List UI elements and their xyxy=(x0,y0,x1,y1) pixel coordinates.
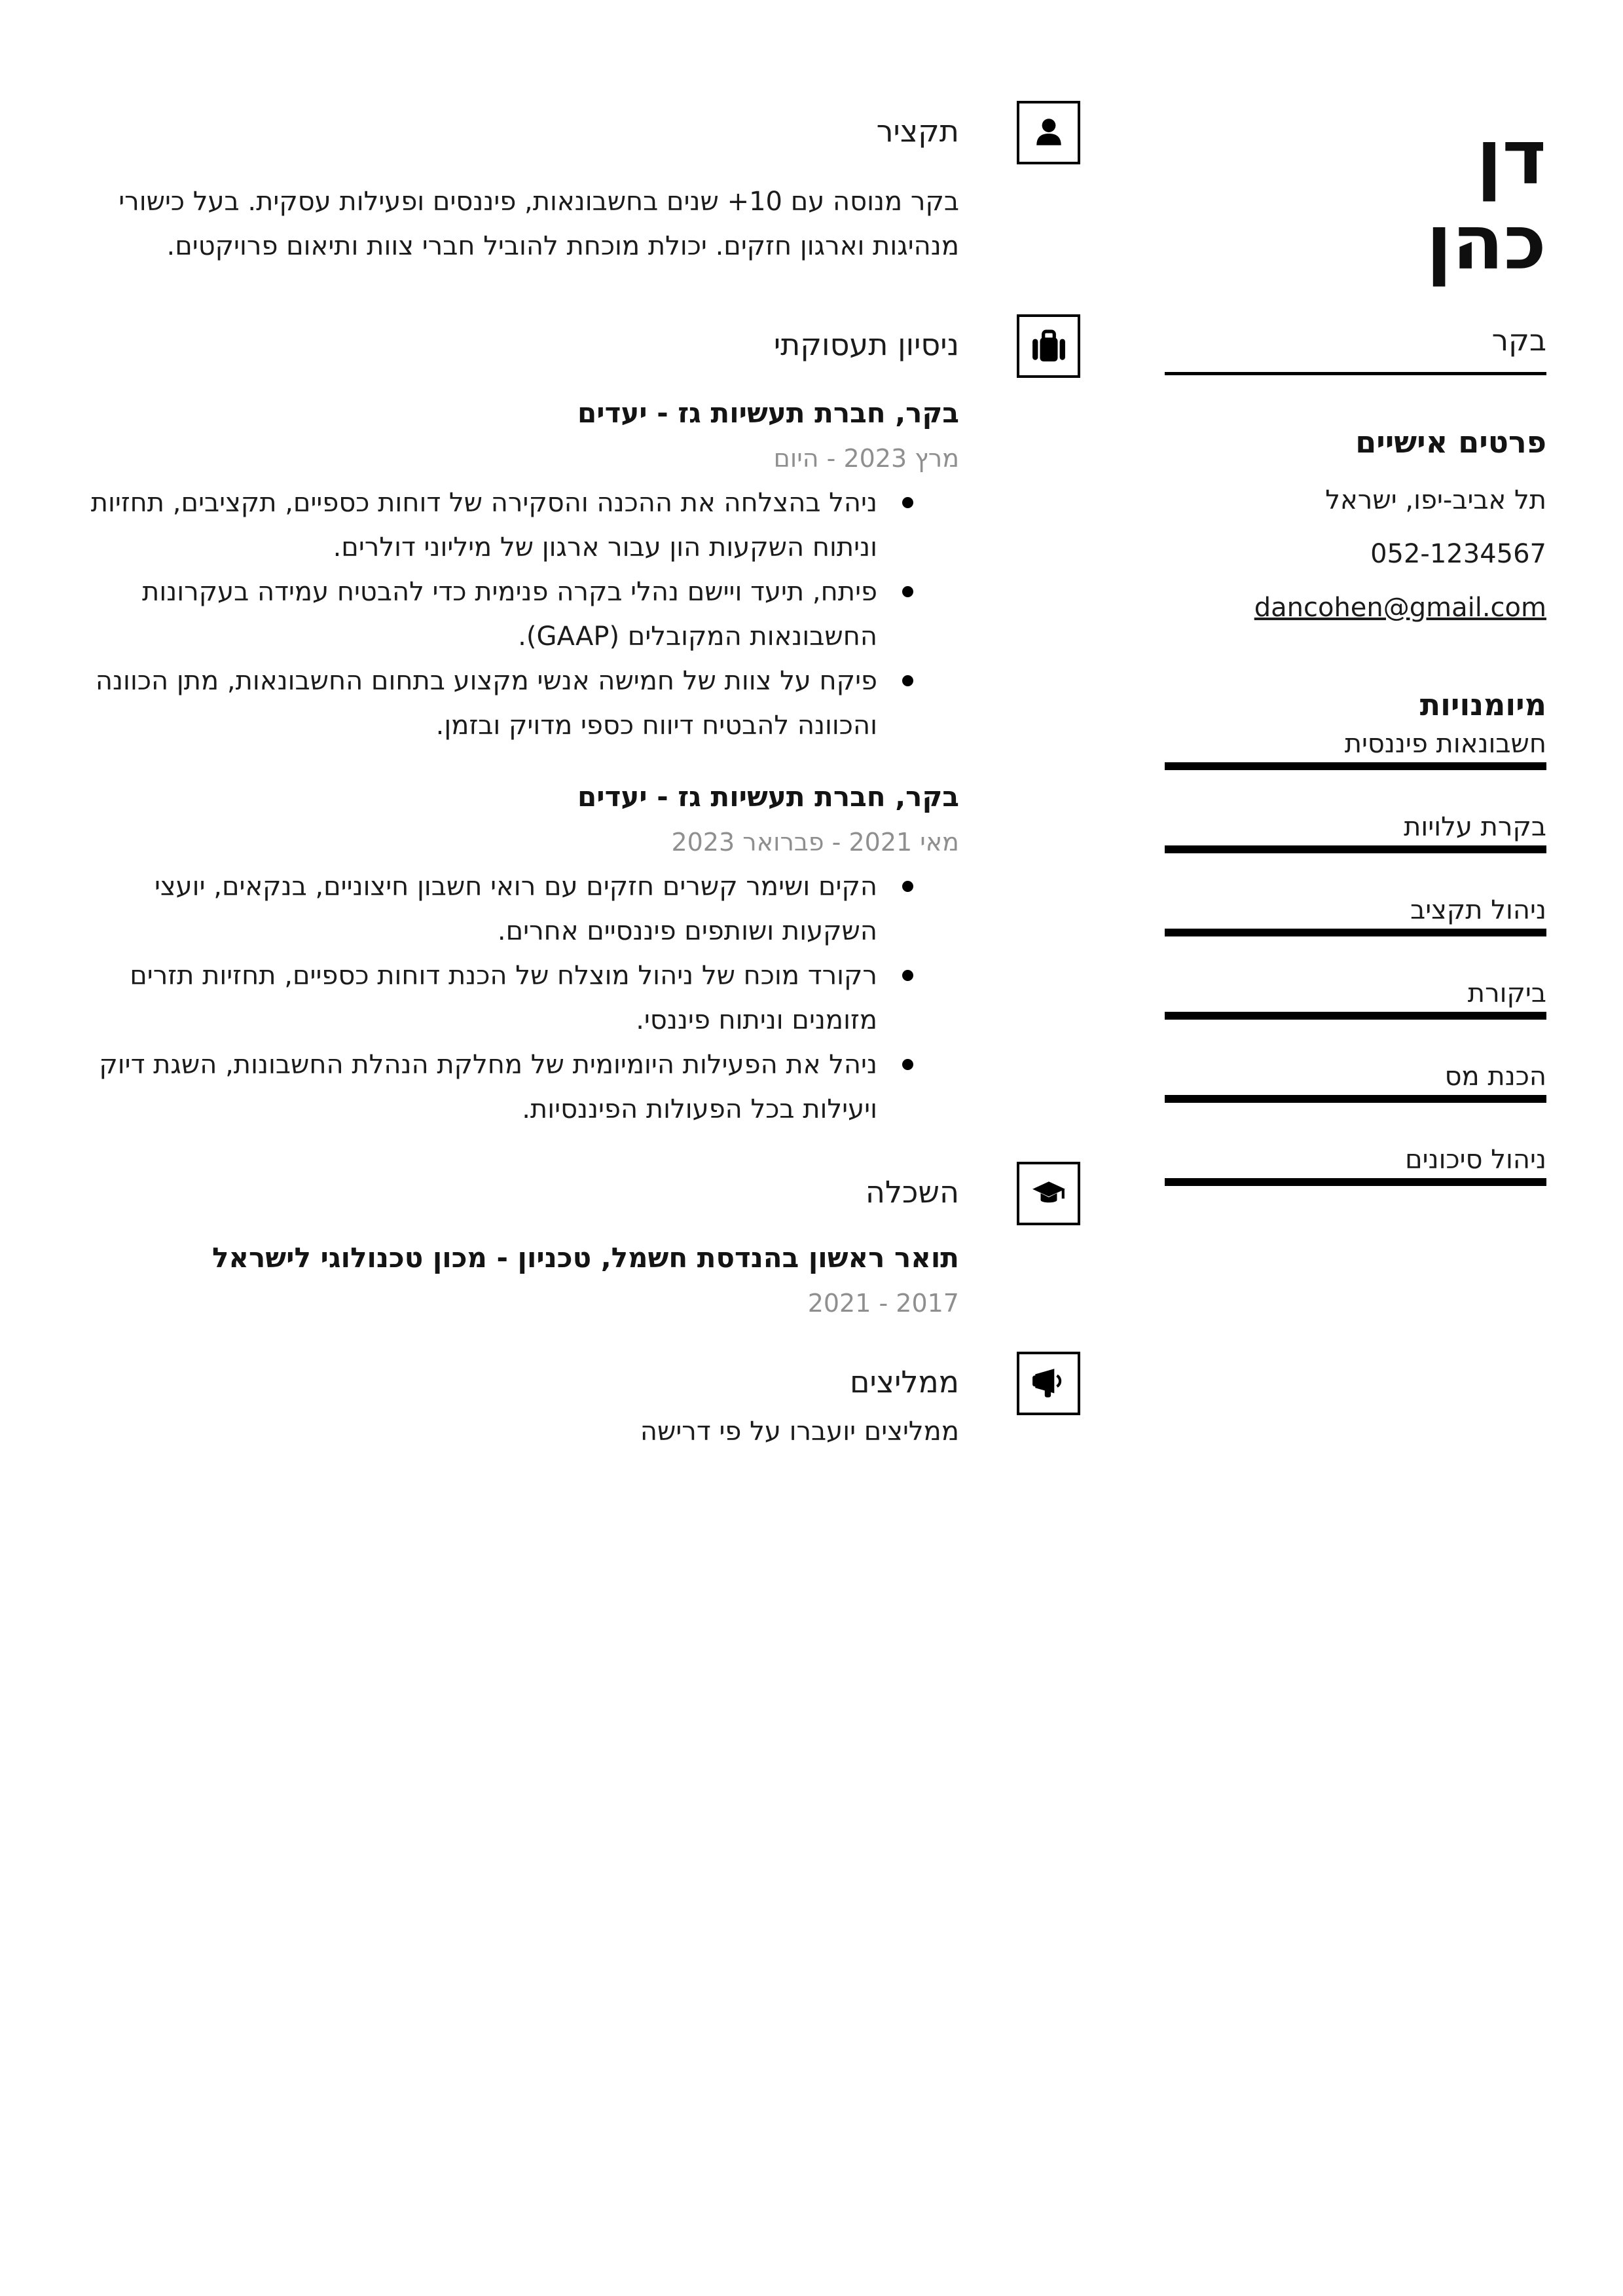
job-bullet-list xyxy=(75,481,959,748)
job-bullet-list xyxy=(75,864,959,1132)
contact-phone: 052-1234567 xyxy=(1370,539,1546,569)
name-line-2: כהן xyxy=(1426,199,1546,287)
skill-level-track xyxy=(1165,1095,1546,1103)
job-dates: מאי 2021 - פברואר 2023 xyxy=(671,828,959,857)
job-bullet: פיקח על צוות של חמישה אנשי מקצוע בתחום החשבונאות, מתן הכוונה והכוונה להבטיח דיווח כספי מדויק ובזמן. xyxy=(75,659,959,748)
references-text: ממליצים יועברו על פי דרישה xyxy=(640,1416,959,1447)
megaphone-icon xyxy=(1031,1366,1067,1401)
sidebar xyxy=(1165,115,1546,1227)
summary-heading: תקציר xyxy=(876,113,959,149)
skills-heading: מיומנויות xyxy=(1419,687,1546,722)
graduation-cap-icon xyxy=(1031,1176,1067,1212)
experience-icon-box xyxy=(1017,314,1080,378)
experience-heading: ניסיון תעסוקתי xyxy=(773,327,959,362)
skill-level-bar xyxy=(1165,845,1546,853)
skill-item xyxy=(1165,1144,1546,1186)
job-entry xyxy=(75,774,959,1132)
skill-level-track xyxy=(1165,845,1546,853)
job-title: בקר, חברת תעשיות גז - יעדים xyxy=(577,397,959,429)
skill-label: חשבונאות פיננסית xyxy=(1344,729,1546,759)
skill-level-bar xyxy=(1165,1178,1546,1186)
summary-icon-box xyxy=(1017,101,1080,164)
skill-level-bar xyxy=(1165,1095,1546,1103)
candidate-name xyxy=(1165,115,1546,286)
contact-email xyxy=(1165,593,1546,623)
education-icon-box xyxy=(1017,1162,1080,1225)
skill-label: ניהול סיכונים xyxy=(1405,1145,1546,1175)
skill-level-track xyxy=(1165,1012,1546,1020)
section-summary xyxy=(75,111,959,268)
skill-level-track xyxy=(1165,762,1546,770)
education-degree: תואר ראשון בהנדסת חשמל, טכניון - מכון טכנולוגי לישראל xyxy=(212,1242,959,1274)
job-entry xyxy=(75,390,959,748)
job-dates: מרץ 2023 - היום xyxy=(773,444,959,473)
skills-list xyxy=(1165,728,1546,1186)
skill-item xyxy=(1165,1061,1546,1103)
education-dates: 2017 - 2021 xyxy=(807,1289,959,1318)
skill-level-track xyxy=(1165,929,1546,936)
skill-label: בקרת עלויות xyxy=(1404,812,1546,842)
sidebar-divider xyxy=(1165,372,1546,375)
skill-level-bar xyxy=(1165,929,1546,936)
references-icon-box xyxy=(1017,1352,1080,1415)
candidate-job-title: בקר xyxy=(1491,323,1546,358)
section-references xyxy=(75,1362,959,1451)
skill-item xyxy=(1165,811,1546,853)
person-icon xyxy=(1031,115,1067,151)
job-title: בקר, חברת תעשיות גז - יעדים xyxy=(577,781,959,813)
job-bullet: הקים ושימר קשרים חזקים עם רואי חשבון חיצוניים, בנקאים, יועצי השקעות ושותפים פיננסיים אחרים. xyxy=(75,864,959,954)
references-heading: ממליצים xyxy=(849,1364,959,1399)
contact-location: תל אביב-יפו, ישראל xyxy=(1325,485,1546,515)
briefcase-icon xyxy=(1031,329,1067,364)
name-line-1: דן xyxy=(1476,114,1546,202)
personal-details-heading: פרטים אישיים xyxy=(1355,424,1546,460)
section-experience xyxy=(75,325,959,1132)
email-link[interactable]: dancohen@gmail.com xyxy=(1254,593,1546,623)
skill-item xyxy=(1165,728,1546,770)
section-education xyxy=(75,1172,959,1325)
job-bullet: פיתח, תיעד ויישם נהלי בקרה פנימית כדי להבטיח עמידה בעקרונות החשבונאות המקובלים (GAAP). xyxy=(75,570,959,659)
job-bullet: ניהל את הפעילות היומיומית של מחלקת הנהלת החשבונות, השגת דיוק ויעילות בכל הפעולות הפיננסיות. xyxy=(75,1043,959,1132)
skill-level-bar xyxy=(1165,762,1546,770)
skill-label: ביקורת xyxy=(1467,978,1546,1009)
job-bullet: ניהל בהצלחה את ההכנה והסקירה של דוחות כספיים, תקציבים, תחזיות וניתוח השקעות הון עבור ארגון של מיליוני דולרים. xyxy=(75,481,959,570)
education-heading: השכלה xyxy=(865,1174,959,1210)
summary-text: בקר מנוסה עם 10+ שנים בחשבונאות, פיננסים ופעילות עסקית. בעל כישורי מנהיגות וארגון חזקים. יכולת מוכחת להוביל חברי צוות ותיאום פרויקטים. xyxy=(119,187,959,261)
skill-label: הכנת מס xyxy=(1444,1062,1546,1092)
job-bullet: רקורד מוכח של ניהול מוצלח של הכנת דוחות כספיים, תחזיות תזרים מזומנים וניתוח פיננסי. xyxy=(75,954,959,1043)
skill-item xyxy=(1165,978,1546,1020)
skill-label: ניהול תקציב xyxy=(1410,895,1546,925)
skill-level-bar xyxy=(1165,1012,1546,1020)
skill-level-track xyxy=(1165,1178,1546,1186)
skill-item xyxy=(1165,895,1546,936)
main-column xyxy=(75,0,959,1451)
